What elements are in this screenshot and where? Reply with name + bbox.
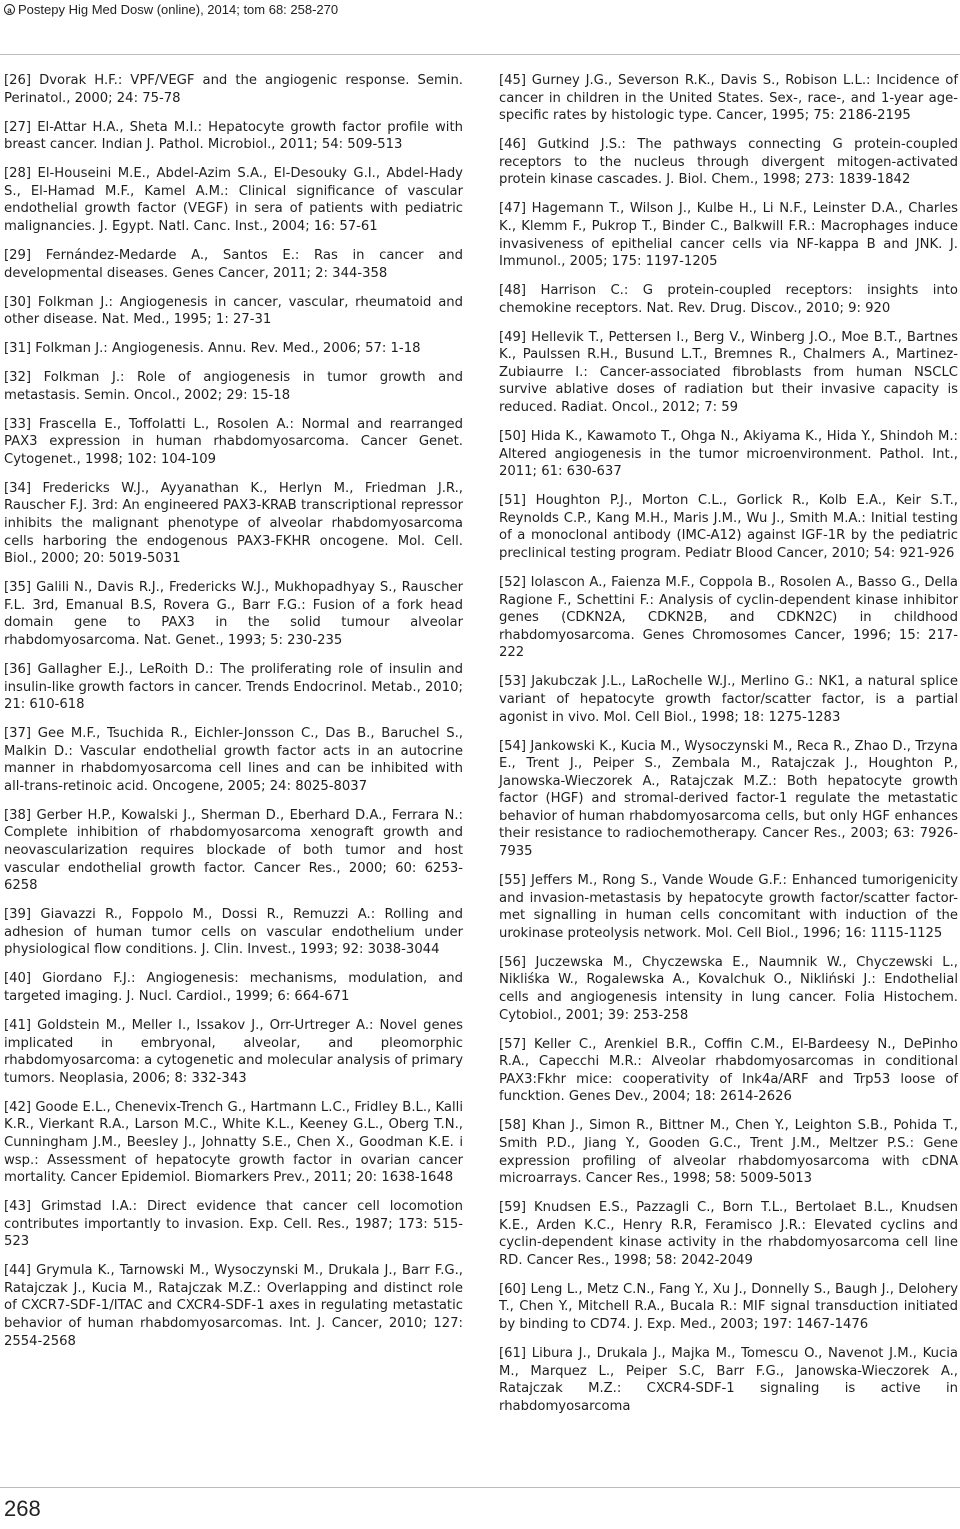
reference-48: [48] Harrison C.: G protein-coupled receptors: insights into chemokine receptors. Nat. Rev. Drug. Discov., 2010; 9: 920 <box>499 283 958 316</box>
reference-51: [51] Houghton P.J., Morton C.L., Gorlick R., Kolb E.A., Keir S.T., Reynolds C.P., Kang M.H., Maris J.M., Wu J., Smith M.A.: Initial testing of a monoclonal antibody (IMC-A12) against IGF-1R by the pediatric preclinical testing program. Pediatr Blood Cancer, 2010; 54: 921-926 <box>499 493 958 561</box>
reference-52: [52] Iolascon A., Faienza M.F., Coppola B., Rosolen A., Basso G., Della Ragione F., Schettini F.: Analysis of cyclin-dependent kinase inhibitor genes (CDKN2A, CDKN2B, and CDKN2C) in childhood rhabdomyosarcoma. Genes Chromosomes Cancer, 1996; 15: 217-222 <box>499 574 958 661</box>
reference-42: [42] Goode E.L., Chenevix-Trench G., Hartmann L.C., Fridley B.L., Kalli K.R., Vierkant R.A., Larson M.C., White K.L., Keeney G.L., Oberg T.N., Cunningham J.M., Beesley J., Johnatty S.E., Chen X., Goodman K.E. i wsp.: Assessment of hepatocyte growth factor in ovarian cancer mortality. Cancer Epidemiol. Biomarkers Prev., 2011; 20: 1638-1648 <box>4 1099 463 1186</box>
references-column-left <box>4 72 463 1362</box>
reference-45: [45] Gurney J.G., Severson R.K., Davis S., Robison L.L.: Incidence of cancer in children in the United States. Sex-, race-, and 1-year age-specific rates by histologic type. Cancer, 1995; 75: 2186-2195 <box>499 73 958 124</box>
reference-31: [31] Folkman J.: Angiogenesis. Annu. Rev. Med., 2006; 57: 1-18 <box>4 341 421 357</box>
reference-40: [40] Giordano F.J.: Angiogenesis: mechanisms, modulation, and targeted imaging. J. Nucl. Cardiol., 1999; 6: 664-671 <box>4 971 463 1004</box>
reference-56: [56] Juczewska M., Chyczewska E., Naumnik W., Chyczewski L., Nikliśka W., Rogalewska A., Kovalchuk O., Nikliński J.: Endothelial cells and angiogenesis intensity in lung cancer. Folia Histochem. Cytobiol., 2001; 39: 253-258 <box>499 954 958 1023</box>
reference-43: [43] Grimstad I.A.: Direct evidence that cancer cell locomotion contributes importantly to invasion. Exp. Cell. Res., 1987; 173: 515-523 <box>4 1199 463 1250</box>
reference-46: [46] Gutkind J.S.: The pathways connecting G protein-coupled receptors to the nucleus through divergent mitogen-activated protein kinase cascades. J. Biol. Chem., 1998; 273: 1839-1842 <box>499 137 958 188</box>
reference-32: [32] Folkman J.: Role of angiogenesis in tumor growth and metastasis. Semin. Oncol., 2002; 29: 15-18 <box>4 370 463 403</box>
references-column-right <box>499 72 958 1427</box>
reference-39: [39] Giavazzi R., Foppolo M., Dossi R., Remuzzi A.: Rolling and adhesion of human tumor cells on vascular endothelium under physiological flow conditions. J. Clin. Invest., 1993; 92: 3038-3044 <box>4 907 463 958</box>
reference-38: [38] Gerber H.P., Kowalski J., Sherman D., Eberhard D.A., Ferrara N.: Complete inhibition of rhabdomyosarcoma xenograft growth and neovascularization requires blockade of both tumor and host vascular endothelial growth factor. Cancer Res., 2000; 60: 6253-6258 <box>4 807 463 894</box>
reference-33: [33] Frascella E., Toffolatti L., Rosolen A.: Normal and rearranged PAX3 expression in human rhabdomyosarcoma. Cancer Genet. Cytogenet., 1998; 102: 104-109 <box>4 416 463 467</box>
reference-58: [58] Khan J., Simon R., Bittner M., Chen Y., Leighton S.B., Pohida T., Smith P.D., Jiang Y., Gooden G.C., Trent J.M., Meltzer P.S.: Gene expression profiling of alveolar rhabdomyosarcoma with cDNA microarrays. Cancer Res., 1998; 58: 5009-5013 <box>499 1118 958 1187</box>
reference-50: [50] Hida K., Kawamoto T., Ohga N., Akiyama K., Hida Y., Shindoh M.: Altered angiogenesis in the tumor microenvironment. Pathol. Int., 2011; 61: 630-637 <box>499 429 958 480</box>
reference-59: [59] Knudsen E.S., Pazzagli C., Born T.L., Bertolaet B.L., Knudsen K.E., Arden K.C., Henry R.R, Feramisco J.R.: Elevated cyclins and cyclin-dependent kinase activity in the rhabdomyosarcoma cell line RD. Cancer Res., 1998; 58: 2042-2049 <box>499 1200 958 1268</box>
reference-37: [37] Gee M.F., Tsuchida R., Eichler-Jonsson C., Das B., Baruchel S., Malkin D.: Vascular endothelial growth factor acts in an autocrine manner in rhabdomyosarcoma cell lines and can be inhibited with all-trans-retinoic acid. Oncogene, 2005; 24: 8025-8037 <box>4 726 463 794</box>
reference-41: [41] Goldstein M., Meller I., Issakov J., Orr-Urtreger A.: Novel genes implicated in embryonal, alveolar, and pleomorphic rhabdomyosarcoma: a cytogenetic and molecular analysis of primary tumors. Neoplasia, 2006; 8: 332-343 <box>4 1017 463 1086</box>
journal-header <box>4 0 338 18</box>
reference-55: [55] Jeffers M., Rong S., Vande Woude G.F.: Enhanced tumorigenicity and invasion-metastasis by hepatocyte growth factor/scatter factor-met signalling in human cells concomitant with induction of the urokinase proteolysis network. Mol. Cell Biol., 1996; 16: 1115-1125 <box>499 873 958 941</box>
reference-53: [53] Jakubczak J.L., LaRochelle W.J., Merlino G.: NK1, a natural splice variant of hepatocyte growth factor/scatter factor, is a partial agonist in vivo. Mol. Cell Biol., 1998; 18: 1275-1283 <box>499 674 958 725</box>
reference-36: [36] Gallagher E.J., LeRoith D.: The proliferating role of insulin and insulin-like growth factors in cancer. Trends Endocrinol. Metab., 2010; 21: 610-618 <box>4 661 463 713</box>
journal-citation: Postepy Hig Med Dosw (online), 2014; tom 68: 258-270 <box>18 1 339 17</box>
reference-28: [28] El-Houseini M.E., Abdel-Azim S.A., El-Desouky G.I., Abdel-Hady S., El-Hamad M.F., Kamel A.M.: Clinical significance of vascular endothelial growth factor (VEGF) in sera of patients with pediatric malignancies. J. Egypt. Natl. Canc. Inst., 2004; 16: 57-61 <box>4 166 463 234</box>
reference-44: [44] Grymula K., Tarnowski M., Wysoczynski M., Drukala J., Barr F.G., Ratajczak J., Kucia M., Ratajczak M.Z.: Overlapping and distinct role of CXCR7-SDF-1/ITAC and CXCR4-SDF-1 axes in regulating metastatic behavior of human rhabdomyosarcomas. Int. J. Cancer, 2010; 127: 2554-2568 <box>4 1263 463 1349</box>
reference-35: [35] Galili N., Davis R.J., Fredericks W.J., Mukhopadhyay S., Rauscher F.L. 3rd, Emanual B.S, Rovera G., Barr F.G.: Fusion of a fork head domain gene to PAX3 in the solid tumour alveolar rhabdomyosarcoma. Nat. Genet., 1993; 5: 230-235 <box>4 580 463 648</box>
reference-26: [26] Dvorak H.F.: VPF/VEGF and the angiogenic response. Semin. Perinatol., 2000; 24: 75-78 <box>4 73 463 106</box>
page-number: 268 <box>4 1496 41 1521</box>
reference-30: [30] Folkman J.: Angiogenesis in cancer, vascular, rheumatoid and other disease. Nat. Med., 1995; 1: 27-31 <box>4 294 463 328</box>
reference-61: [61] Libura J., Drukala J., Majka M., Tomescu O., Navenot J.M., Kucia M., Marquez L., Peiper S.C, Barr F.G., Janowska-Wieczorek A., Ratajczak M.Z.: CXCR4-SDF-1 signaling is active in rhabdomyosarcoma <box>499 1346 958 1414</box>
reference-49: [49] Hellevik T., Pettersen I., Berg V., Winberg J.O., Moe B.T., Bartnes K., Paulssen R.H., Busund L.T., Bremnes R., Chalmers A., Martinez-Zubiaurre I.: Cancer-associated fibroblasts from human NSCLC survive ablative doses of radiation but their invasive capacity is reduced. Radiat. Oncol., 2012; 7: 59 <box>499 329 958 416</box>
reference-60: [60] Leng L., Metz C.N., Fang Y., Xu J., Donnelly S., Baugh J., Delohery T., Chen Y., Mitchell R.A., Bucala R.: MIF signal transduction initiated by binding to CD74. J. Exp. Med., 2003; 197: 1467-1476 <box>499 1281 958 1333</box>
open-access-icon: a <box>4 4 15 15</box>
reference-47: [47] Hagemann T., Wilson J., Kulbe H., Li N.F., Leinster D.A., Charles K., Klemm F., Pukrop T., Binder C., Balkwill F.R.: Macrophages induce invasiveness of epithelial cancer cells via NF-kappa B and JNK. J. Immunol., 2005; 175: 1197-1205 <box>499 201 958 270</box>
reference-54: [54] Jankowski K., Kucia M., Wysoczynski M., Reca R., Zhao D., Trzyna E., Trent J., Peiper S., Zembala M., Ratajczak J., Houghton P., Janowska-Wieczorek A., Ratajczak M.Z.: Both hepatocyte growth factor (HGF) and stromal-derived factor-1 regulate the metastatic behavior of human rhabdomyosarcoma cells, but only HGF enhances their resistance to radiochemotherapy. Cancer Res., 2003; 63: 7926-7935 <box>499 738 958 860</box>
footer-divider <box>0 1487 960 1488</box>
reference-34: [34] Fredericks W.J., Ayyanathan K., Herlyn M., Friedman J.R., Rauscher F.J. 3rd: An engineered PAX3-KRAB transcriptional repressor inhibits the malignant phenotype of alveolar rhabdomyosarcoma cells harboring the endogenous PAX3-FKHR oncogene. Mol. Cell. Biol., 2000; 20: 5019-5031 <box>4 480 463 567</box>
header-divider <box>0 54 960 55</box>
reference-27: [27] El-Attar H.A., Sheta M.I.: Hepatocyte growth factor profile with breast cancer. Indian J. Pathol. Microbiol., 2011; 54: 509-513 <box>4 119 463 153</box>
reference-57: [57] Keller C., Arenkiel B.R., Coffin C.M., El-Bardeesy N., DePinho R.A., Capecchi M.R.: Alveolar rhabdomyosarcomas in conditional PAX3:Fkhr mice: cooperativity of Ink4a/ARF and Trp53 loose of funcktion. Genes Dev., 2004; 18: 2614-2626 <box>499 1036 958 1105</box>
reference-29: [29] Fernández-Medarde A., Santos E.: Ras in cancer and developmental diseases. Genes Cancer, 2011; 2: 344-358 <box>4 247 463 281</box>
